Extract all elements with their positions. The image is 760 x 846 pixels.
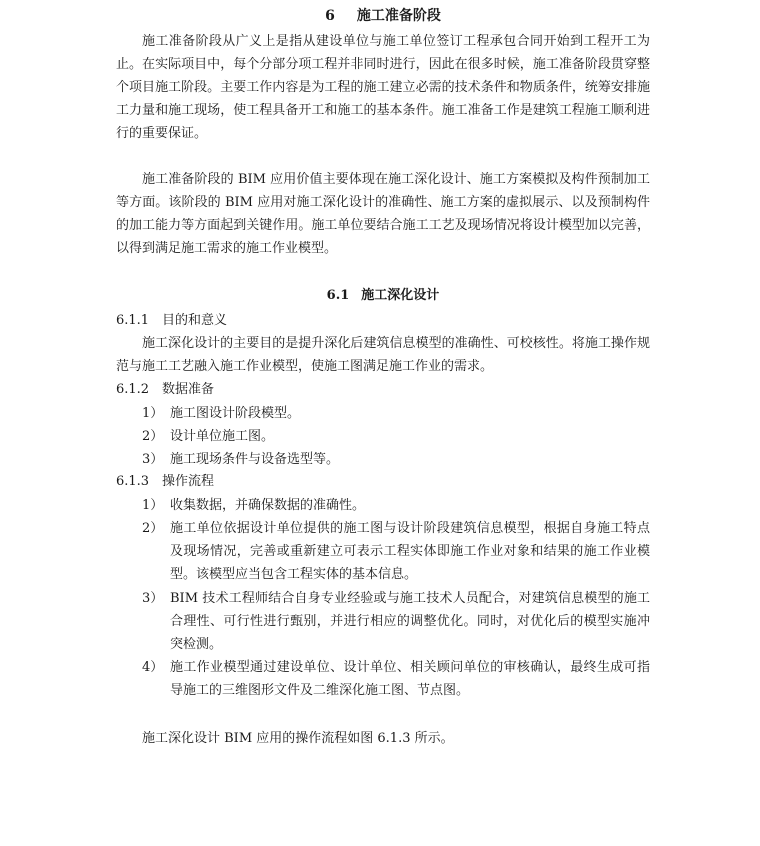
- list-item: [142, 494, 650, 517]
- list-item-number: 3）: [142, 452, 164, 467]
- list-item: [142, 448, 650, 471]
- chapter-number: 6: [325, 8, 335, 24]
- section-heading: [116, 285, 650, 307]
- chapter-title: 施工准备阶段: [356, 8, 441, 24]
- list-item-text: 收集数据，并确保数据的准确性。: [170, 498, 366, 513]
- subsection-heading-6-1-2: [116, 379, 214, 401]
- list-item: [142, 656, 650, 702]
- subsection-number: 6.1.2: [116, 382, 150, 397]
- list-item: [142, 587, 650, 656]
- list-item-number: 1）: [142, 406, 164, 421]
- subsection-heading-6-1-1: [116, 310, 227, 332]
- list-item: [142, 402, 650, 425]
- list-item-number: 3）: [142, 591, 164, 606]
- list-item-number: 1）: [142, 498, 164, 513]
- subsection-title: 目的和意义: [162, 313, 228, 328]
- figure-reference-text: 施工深化设计 BIM 应用的操作流程如图 6.1.3 所示。: [142, 731, 454, 746]
- list-item: [142, 517, 650, 586]
- list-item-number: 2）: [142, 429, 164, 444]
- intro-paragraph-2: 施工准备阶段的 BIM 应用价值主要体现在施工深化设计、施工方案模拟及构件预制加工等方面。该阶段的 BIM 应用对施工深化设计的准确性、施工方案的虚拟展示、以及预制构件的加工能力等方面起到关键作用。施工单位要结合施工工艺及现场情况将设计模型加以完善，以得到满足施工需求的施工作业模型。: [116, 172, 650, 256]
- subsection-heading-6-1-3: [116, 471, 214, 493]
- subsection-title: 操作流程: [162, 474, 215, 489]
- subsection-number: 6.1.3: [116, 474, 150, 489]
- list-item-text: 设计单位施工图。: [170, 429, 275, 444]
- list-item-text: BIM 技术工程师结合自身专业经验或与施工技术人员配合，对建筑信息模型的施工合理性、可行性进行甄别，并进行相应的调整优化。同时，对优化后的模型实施冲突检测。: [170, 591, 650, 652]
- list-item-text: 施工现场条件与设备选型等。: [170, 452, 340, 467]
- chapter-heading: [116, 4, 650, 28]
- list-item-text: 施工作业模型通过建设单位、设计单位、相关顾问单位的审核确认，最终生成可指导施工的三维图形文件及二维深化施工图、节点图。: [170, 660, 650, 698]
- list-item-number: 4）: [142, 660, 164, 675]
- subsection-text-6-1-1: 施工深化设计的主要目的是提升深化后建筑信息模型的准确性、可校核性。将施工操作规范与施工工艺融入施工作业模型，使施工图满足施工作业的需求。: [116, 336, 650, 374]
- list-item: [142, 425, 650, 448]
- section-title: 施工深化设计: [361, 288, 440, 303]
- list-item-text: 施工单位依据设计单位提供的施工图与设计阶段建筑信息模型，根据自身施工特点及现场情况，完善或重新建立可表示工程实体即施工作业对象和结果的施工作业模型。该模型应当包含工程实体的基本信息。: [170, 521, 650, 582]
- list-item-number: 2）: [142, 521, 164, 536]
- intro-paragraph-1: 施工准备阶段从广义上是指从建设单位与施工单位签订工程承包合同开始到工程开工为止。在实际项目中，每个分部分项工程并非同时进行，因此在很多时候，施工准备阶段贯穿整个项目施工阶段。主要工作内容是为工程的施工建立必需的技术条件和物质条件，统筹安排施工力量和施工现场，使工程具备开工和施工的基本条件。施工准备工作是建筑工程施工顺利进行的重要保证。: [116, 34, 650, 141]
- subsection-title: 数据准备: [162, 382, 215, 397]
- subsection-number: 6.1.1: [116, 313, 150, 328]
- list-item-text: 施工图设计阶段模型。: [170, 406, 301, 421]
- section-number: 6.1: [326, 288, 350, 303]
